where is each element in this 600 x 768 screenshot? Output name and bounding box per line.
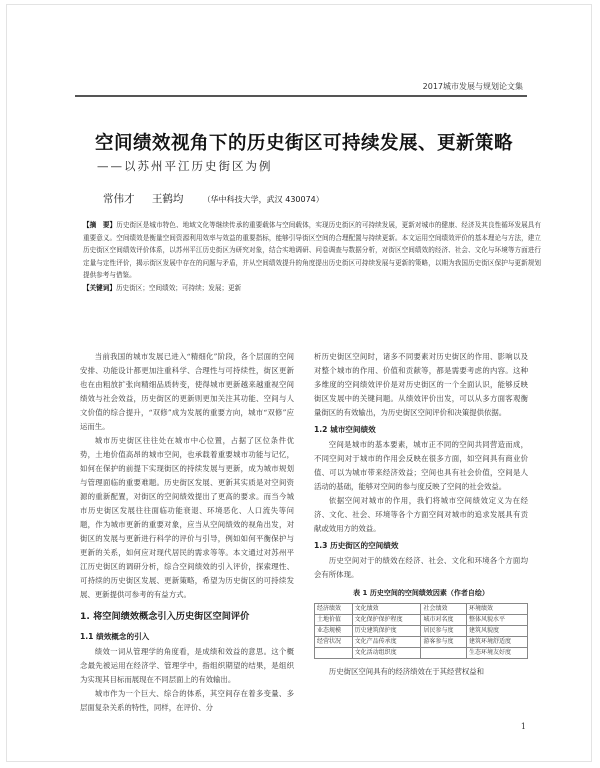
subsection-heading-1-3: 1.3 历史街区的空间绩效 xyxy=(314,541,399,550)
table-row xyxy=(315,615,528,626)
paragraph-continued: 析历史街区空间时，诸多不同要素对历史街区的作用、影响以及对整个城市的作用、价值和贡献等，都是需要考虑的内容。这种多维度的空间绩效评价是对历史街区的一个全面认识，能够反映街区发展中的关键问题。从绩效评价出发，可以从多方面客观衡量街区的有效输出，为历史街区空间评价和决策提供依据。 xyxy=(314,352,528,417)
table-row xyxy=(315,626,528,637)
table-row xyxy=(315,648,528,659)
paragraph-1-1-a: 绩效一词从管理学的角度看，是成绩和效益的意思。这个概念最先被运用在经济学、管理学中，指组织期望的结果，是组织为实现其目标而展现在不同层面上的有效输出。 xyxy=(80,647,294,684)
page-number: 1 xyxy=(520,722,526,731)
table-cell: 居民参与度 xyxy=(421,626,466,637)
table-row xyxy=(315,637,528,648)
intro-paragraph-1: 当前我国的城市发展已进入“精细化”阶段，各个层面的空间安排、功能设计都更加注重科学、合理性与可持续性，街区更新也在由粗放扩张向精细品质转变，使得城市更新越来越重视空间绩效与社会效益，历史街区的更新则更加关注其功能、空间与人文价值的综合提升，“双修”成为发展的重要方向，城市“双修”应运而生。 xyxy=(80,352,294,431)
table-cell: 业态规模 xyxy=(315,626,353,637)
intro-paragraph-2: 城市历史街区往往处在城市中心位置，占据了区位条件优势，土地价值高昂的城市空间，也承载着重要城市功能与记忆，如何在保护的前提下实现街区的持续发展与更新，成为城市规划与管理面临的重要难题。历史街区发展、更新其实质是对空间资源的重新配置，对街区的空间绩效提出了更高的要求。而当今城市历史街区发展往往面临功能衰退、环境恶化、人口流失等问题，作为城市更新的重要对象，应当从空间绩效的视角出发，对街区的发展与更新进行科学的评价与引导，例如如何平衡保护与更新的关系，如何应对现代居民的需求等等。本文通过对苏州平江历史街区的调研分析，综合空间绩效的引入评价，探索理性、可持续的历史街区发展、更新策略，希望为历史街区的可持续发展、更新提供可参考的有益方式。 xyxy=(80,436,294,599)
keywords-text: 历史街区；空间绩效；可持续；发展；更新 xyxy=(115,283,242,292)
abstract-text: 历史街区是城市特色、地域文化等继续传承的重要载体与空间载体，实现历史街区的可持续发展，更新对城市的健康、经济及其良性循环发展具有重要意义。空间绩效是衡量空间资源利用效率与效益的重要指标，能够引导街区空间的合理配置与持续更新。本文运用空间绩效评价的基本理论与方法，建立历史街区空间绩效评价体系，以苏州平江历史街区为研究对象，结合实地调研、问卷调查与数据分析，对街区空间绩效的经济、社会、文化与环境等方面进行定量与定性评价，揭示街区发展中存在的问题与矛盾，并从空间绩效提升的角度提出历史街区可持续发展与更新的策略，以期为我国历史街区保护与更新规划提供参考与借鉴。 xyxy=(83,221,541,280)
author-1: 常伟才 xyxy=(103,193,135,205)
table-cell: 生态环境友好度 xyxy=(466,648,527,659)
abstract-label: 【摘 要】 xyxy=(83,221,117,229)
table-cell: 建筑环境舒适度 xyxy=(466,637,527,648)
paragraph-1-2-a: 空间是城市的基本要素，城市正不同的空间共同营造而成，不同空间对于城市的作用会反映在很多方面，如空间具有商业价值、可以为城市带来经济效益；空间也具有社会价值，空间是人活动的基础，能够对空间的参与度反映了空间的社会效益。 xyxy=(314,440,528,491)
author-line xyxy=(103,191,338,206)
paragraph-1-2-b: 依据空间对城市的作用，我们将城市空间绩效定义为在经济、文化、社会、环境等各个方面空间对城市的追求发展具有贡献或效用方的效益。 xyxy=(314,496,528,533)
subsection-heading-1-2: 1.2 城市空间绩效 xyxy=(314,425,376,434)
table-cell xyxy=(421,648,466,659)
abstract-block xyxy=(83,219,541,343)
author-2: 王鹤均 xyxy=(151,193,184,205)
table-cell: 经营状况 xyxy=(315,637,353,648)
table-caption: 表 1 历史空间的空间绩效因素（作者自绘） xyxy=(353,589,489,597)
subsection-heading-1-1: 1.1 绩效概念的引入 xyxy=(80,632,150,641)
paragraph-1-1-b: 城市作为一个巨大、综合的体系，其空间存在着多变量、多层面复杂关系的特性，同样，在评价、分 xyxy=(80,689,294,712)
table-cell: 文化产品传承度 xyxy=(352,637,421,648)
table-cell: 文化绩效 xyxy=(352,604,421,615)
paragraph-1-3-b: 历史街区空间具有的经济绩效在于其经营权益和 xyxy=(328,667,485,676)
table-cell xyxy=(315,648,353,659)
left-column xyxy=(80,350,294,715)
paragraph-1-3-a: 历史空间对于的绩效在经济、社会、文化和环境各个方面均会有所体现。 xyxy=(314,556,528,579)
table-cell: 文化保护保护程度 xyxy=(352,615,421,626)
keywords-label: 【关键词】 xyxy=(83,283,116,292)
table-cell: 文化活动组织度 xyxy=(352,648,421,659)
table-cell: 土地价值 xyxy=(315,615,353,626)
author-affiliation: （华中科技大学，武汉 430074） xyxy=(202,195,324,204)
table-cell: 游客参与度 xyxy=(421,637,466,648)
table-cell: 历史建筑保护度 xyxy=(352,626,421,637)
table-cell: 社会绩效 xyxy=(421,604,466,615)
table-cell: 建筑风貌度 xyxy=(466,626,527,637)
indicator-table xyxy=(314,603,528,659)
table-cell: 整体风貌水平 xyxy=(466,615,527,626)
table-cell: 城市对名度 xyxy=(421,615,466,626)
right-column xyxy=(314,350,528,679)
table-header-row xyxy=(315,604,528,615)
paper-subtitle: ——以苏州平江历史街区为例 xyxy=(97,159,273,173)
section-heading-1: 1. 将空间绩效概念引入历史街区空间评价 xyxy=(80,611,250,622)
table-cell: 环境绩效 xyxy=(466,604,527,615)
paper-title: 空间绩效视角下的历史街区可持续发展、更新策略 xyxy=(95,133,514,154)
header-rule xyxy=(75,95,527,97)
table-cell: 经济绩效 xyxy=(315,604,353,615)
running-header: 2017城市发展与规划论文集 xyxy=(422,82,523,91)
